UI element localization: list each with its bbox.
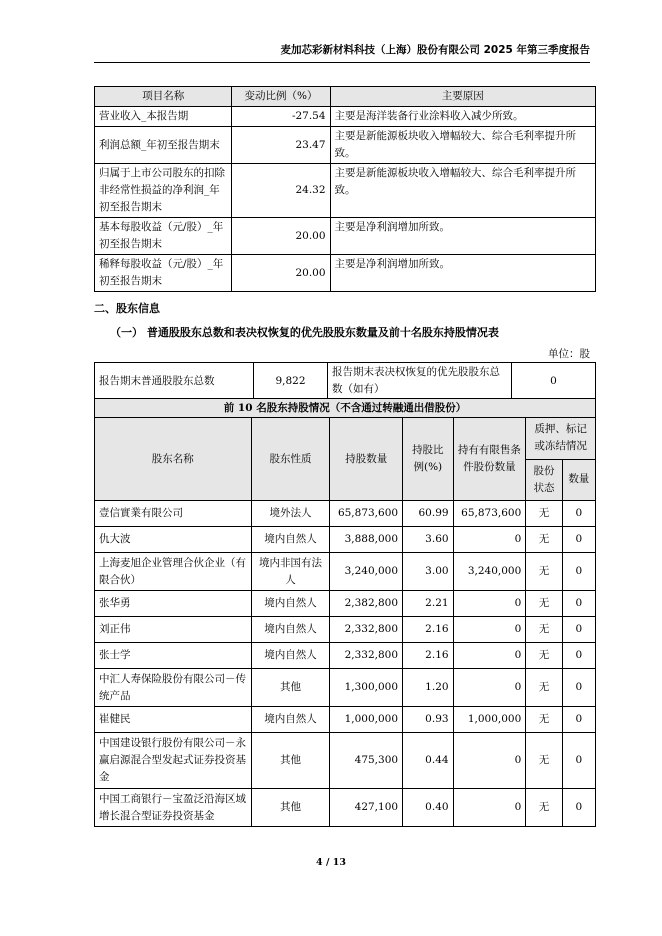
holder-pledge-status: 无 [526, 527, 562, 553]
holder-pledge-status: 无 [526, 591, 562, 617]
shareholder-summary-table [94, 362, 596, 400]
holder-name: 中国工商银行－宝盈泛沿海区域增长混合型证券投资基金 [95, 789, 252, 827]
change-reason: 主要是海洋装备行业涂料收入减少所致。 [330, 107, 595, 127]
holder-qty: 65,873,600 [330, 501, 403, 527]
holder-qty: 2,332,800 [330, 617, 403, 643]
col-restricted-qty: 持有有限售条件股份数量 [453, 418, 526, 501]
holder-qty: 2,332,800 [330, 643, 403, 669]
change-ratio: 20.00 [232, 218, 330, 255]
holder-name: 中汇人寿保险股份有限公司－传统产品 [95, 669, 252, 707]
report-header: 麦加芯彩新材料科技（上海）股份有限公司 2025 年第三季度报告 [280, 44, 590, 56]
holder-pledge-status: 无 [526, 553, 562, 591]
holder-pledge-qty: 0 [562, 707, 595, 733]
holder-pledge-qty: 0 [562, 501, 595, 527]
holder-qty: 475,300 [330, 733, 403, 789]
holder-pledge-qty: 0 [562, 527, 595, 553]
holder-pledge-qty: 0 [562, 669, 595, 707]
holder-name: 刘正伟 [95, 617, 252, 643]
summary-row [95, 363, 596, 400]
unit-label: 单位：股 [548, 348, 590, 360]
holder-pledge-status: 无 [526, 707, 562, 733]
holder-restricted: 0 [453, 669, 526, 707]
holder-nature: 其他 [251, 789, 330, 827]
holder-nature: 境内非国有法人 [251, 553, 330, 591]
pref-holders-value: 0 [512, 363, 596, 400]
change-item: 稀释每股收益（元/股）_年初至报告期末 [95, 255, 232, 292]
holder-row [95, 501, 596, 527]
holder-name: 张华勇 [95, 591, 252, 617]
change-reason: 主要是净利润增加所致。 [330, 255, 595, 292]
holder-pct: 2.16 [403, 643, 454, 669]
holder-pct: 1.20 [403, 669, 454, 707]
holder-nature: 境内自然人 [251, 617, 330, 643]
change-item: 利润总额_年初至报告期末 [95, 127, 232, 164]
pref-holders-label: 报告期末表决权恢复的优先股股东总数（如有） [328, 363, 512, 400]
holder-restricted: 0 [453, 643, 526, 669]
change-ratio: 24.32 [232, 164, 330, 218]
holder-nature: 其他 [251, 669, 330, 707]
header-rule [94, 62, 590, 63]
holder-restricted: 0 [453, 527, 526, 553]
holder-qty: 3,888,000 [330, 527, 403, 553]
holder-pledge-status: 无 [526, 643, 562, 669]
holder-name: 崔健民 [95, 707, 252, 733]
holder-pledge-status: 无 [526, 501, 562, 527]
col-holder-nature: 股东性质 [251, 418, 330, 501]
holder-name: 张士学 [95, 643, 252, 669]
holder-restricted: 65,873,600 [453, 501, 526, 527]
change-item: 归属于上市公司股东的扣除非经常性损益的净利润_年初至报告期末 [95, 164, 232, 218]
holder-row [95, 707, 596, 733]
holder-nature: 境内自然人 [251, 591, 330, 617]
holder-pct: 2.16 [403, 617, 454, 643]
col-pledge-status: 股份状态 [526, 459, 562, 501]
holder-row [95, 617, 596, 643]
holder-restricted: 0 [453, 733, 526, 789]
change-row [95, 164, 596, 218]
change-row [95, 255, 596, 292]
holder-pledge-qty: 0 [562, 733, 595, 789]
holder-pledge-status: 无 [526, 669, 562, 707]
holder-qty: 3,240,000 [330, 553, 403, 591]
top10-title: 前 10 名股东持股情况（不含通过转融通出借股份） [95, 399, 596, 418]
holder-qty: 427,100 [330, 789, 403, 827]
col-pledge-group: 质押、标记或冻结情况 [526, 418, 596, 460]
holder-name: 中国建设银行股份有限公司－永赢启源混合型发起式证券投资基金 [95, 733, 252, 789]
holder-pledge-qty: 0 [562, 789, 595, 827]
top10-holders-table [94, 398, 596, 827]
holder-pct: 3.60 [403, 527, 454, 553]
holder-row [95, 591, 596, 617]
holder-pct: 0.93 [403, 707, 454, 733]
col-holder-name: 股东名称 [95, 418, 252, 501]
holder-row [95, 527, 596, 553]
holder-name: 仇大波 [95, 527, 252, 553]
col-holding-qty: 持股数量 [330, 418, 403, 501]
change-row [95, 127, 596, 164]
holder-row [95, 789, 596, 827]
holder-nature: 境内自然人 [251, 707, 330, 733]
col-change-ratio: 变动比例（%） [232, 87, 330, 107]
change-ratio: 23.47 [232, 127, 330, 164]
holder-pledge-status: 无 [526, 789, 562, 827]
holder-pledge-qty: 0 [562, 643, 595, 669]
subsection-title: （一） 普通股股东总数和表决权恢复的优先股股东数量及前十名股东持股情况表 [110, 326, 499, 339]
holder-nature: 境内自然人 [251, 527, 330, 553]
change-row [95, 218, 596, 255]
holder-pledge-qty: 0 [562, 617, 595, 643]
holder-pledge-status: 无 [526, 617, 562, 643]
holder-restricted: 0 [453, 789, 526, 827]
total-holders-label: 报告期末普通股股东总数 [95, 363, 254, 400]
change-table-header [95, 87, 596, 107]
holder-pledge-qty: 0 [562, 591, 595, 617]
change-reason: 主要是新能源板块收入增幅较大、综合毛利率提升所致。 [330, 127, 595, 164]
col-pledge-qty: 数量 [562, 459, 595, 501]
holder-pct: 0.44 [403, 733, 454, 789]
holder-name: 壹信實業有限公司 [95, 501, 252, 527]
top10-title-row [95, 399, 596, 418]
holder-restricted: 0 [453, 591, 526, 617]
total-holders-value: 9,822 [254, 363, 328, 400]
holder-nature: 其他 [251, 733, 330, 789]
holder-qty: 1,300,000 [330, 669, 403, 707]
holder-nature: 境内自然人 [251, 643, 330, 669]
holder-row [95, 669, 596, 707]
holder-pledge-qty: 0 [562, 553, 595, 591]
holder-pct: 60.99 [403, 501, 454, 527]
change-reason: 主要是新能源板块收入增幅较大、综合毛利率提升所致。 [330, 164, 595, 218]
holder-pledge-status: 无 [526, 733, 562, 789]
holder-restricted: 1,000,000 [453, 707, 526, 733]
change-row [95, 107, 596, 127]
holder-nature: 境外法人 [251, 501, 330, 527]
change-ratio: 20.00 [232, 255, 330, 292]
col-holding-pct: 持股比例(%) [403, 418, 454, 501]
col-main-reason: 主要原因 [330, 87, 595, 107]
holder-pct: 0.40 [403, 789, 454, 827]
holder-row [95, 643, 596, 669]
holder-restricted: 0 [453, 617, 526, 643]
top10-header-row [95, 418, 596, 460]
change-reason-table [94, 86, 596, 292]
holder-restricted: 3,240,000 [453, 553, 526, 591]
page-number: 4 / 13 [316, 857, 346, 868]
holder-qty: 2,382,800 [330, 591, 403, 617]
change-item: 营业收入_本报告期 [95, 107, 232, 127]
holder-pct: 2.21 [403, 591, 454, 617]
holder-qty: 1,000,000 [330, 707, 403, 733]
col-item-name: 项目名称 [95, 87, 232, 107]
holder-row [95, 733, 596, 789]
change-item: 基本每股收益（元/股）_年初至报告期末 [95, 218, 232, 255]
change-reason: 主要是净利润增加所致。 [330, 218, 595, 255]
holder-row [95, 553, 596, 591]
change-ratio: -27.54 [232, 107, 330, 127]
section-title: 二、股东信息 [94, 302, 160, 315]
holder-name: 上海麦旭企业管理合伙企业（有限合伙） [95, 553, 252, 591]
holder-pct: 3.00 [403, 553, 454, 591]
